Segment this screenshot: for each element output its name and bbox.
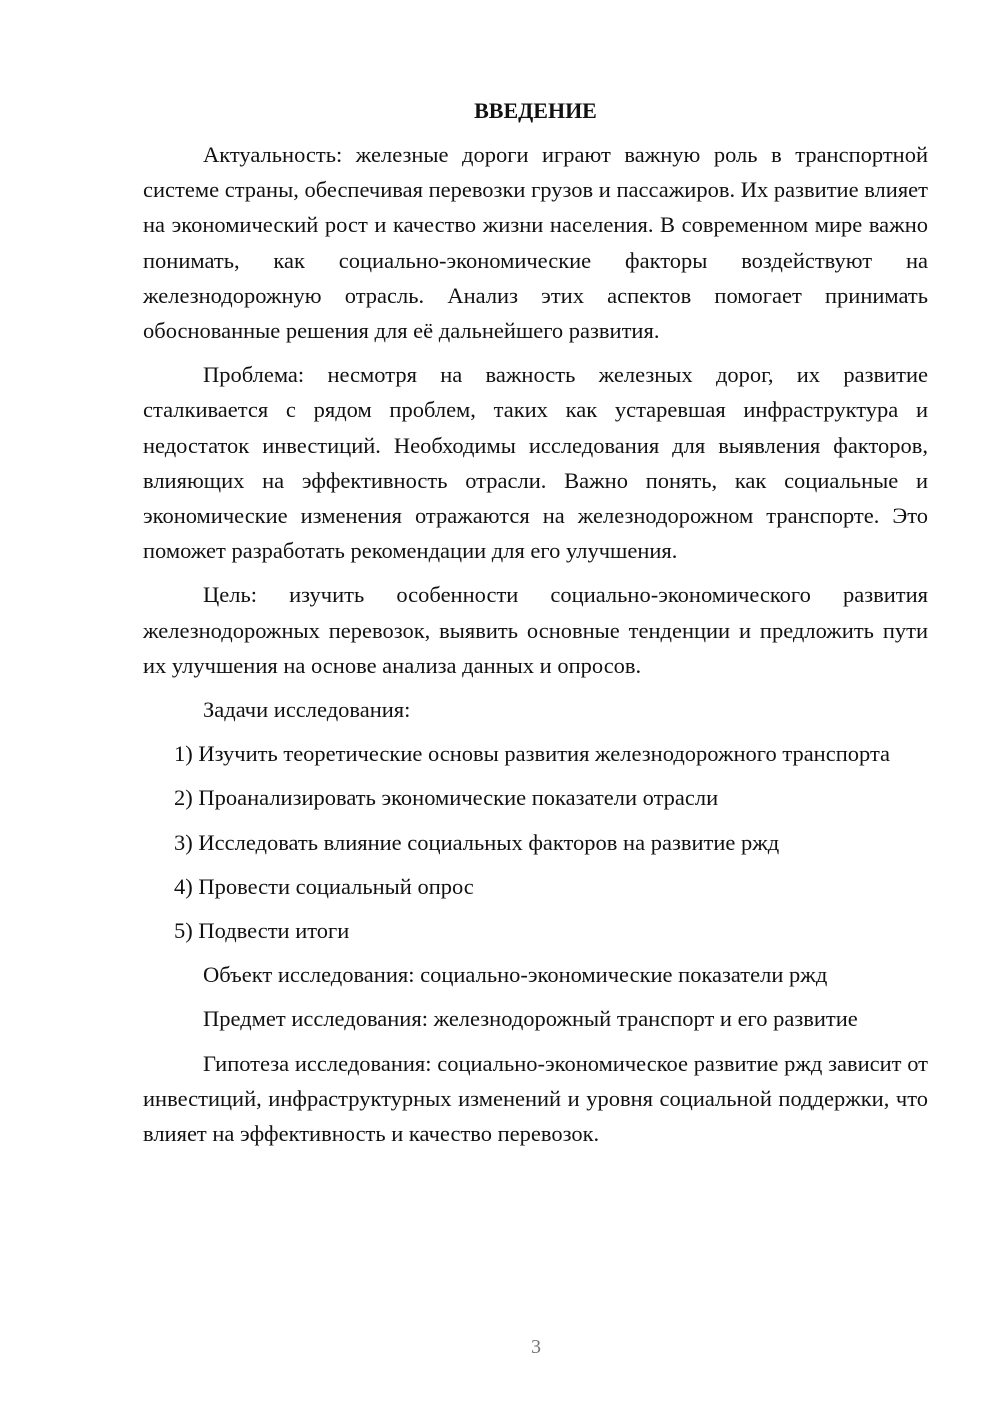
task-item-2: 2) Проанализировать экономические показатели отрасли bbox=[174, 785, 719, 811]
task-item-3: 3) Исследовать влияние социальных факторов на развитие ржд bbox=[174, 829, 780, 855]
task-item-4: 4) Провести социальный опрос bbox=[174, 873, 474, 899]
task-item-1: 1) Изучить теоретические основы развития железнодорожного транспорта bbox=[174, 741, 891, 767]
document-page bbox=[143, 95, 928, 1160]
goal-paragraph: Цель: изучить особенности социально-экономического развития железнодорожных перевозок, выявить основные тенденции и предложить пути их улучшения на основе анализа данных и опросов. bbox=[143, 582, 928, 678]
page-number: 3 bbox=[531, 1336, 541, 1358]
task-item-5: 5) Подвести итоги bbox=[174, 918, 350, 944]
object-paragraph: Объект исследования: социально-экономические показатели ржд bbox=[203, 962, 828, 988]
subject-paragraph: Предмет исследования: железнодорожный транспорт и его развитие bbox=[203, 1006, 858, 1032]
tasks-heading: Задачи исследования: bbox=[203, 697, 411, 723]
relevance-paragraph: Актуальность: железные дороги играют важную роль в транспортной системе страны, обеспечивая перевозки грузов и пассажиров. Их развитие влияет на экономический рост и качество жизни населения. В современном мире важно понимать, как социально-экономические факторы воздействуют на железнодорожную отрасль. Анализ этих аспектов помогает принимать обоснованные решения для её дальнейшего развития. bbox=[143, 142, 928, 344]
problem-paragraph: Проблема: несмотря на важность железных дорог, их развитие сталкивается с рядом проблем, таких как устаревшая инфраструктура и недостаток инвестиций. Необходимы исследования для выявления факторов, влияющих на эффективность отрасли. Важно понять, как социальные и экономические изменения отражаются на железнодорожном транспорте. Это поможет разработать рекомендации для его улучшения. bbox=[143, 362, 928, 564]
hypothesis-paragraph: Гипотеза исследования: социально-экономическое развитие ржд зависит от инвестиций, инфраструктурных изменений и уровня социальной поддержки, что влияет на эффективность и качество перевозок. bbox=[143, 1050, 928, 1147]
page-title: ВВЕДЕНИЕ bbox=[474, 98, 597, 123]
